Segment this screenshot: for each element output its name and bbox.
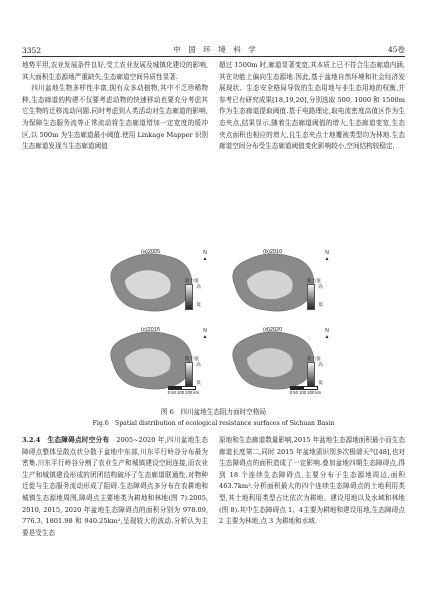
north-arrow-icon: N ▲ [202,328,208,340]
panel-label: (d)2020 [263,327,283,333]
paragraph: 超过 1500m 时,廊道显著变宽,其本质上已不符合生态廊道内涵,其在功能上偏向生态源地.因此,基于盆地自然环境和社会经济发展现状、生态安全格局导致的生态用地与非生态用地的权衡,并参考已有研究成果[18,19,20],分别选取 500, 1000 和 1500m 作为生态廊道提取阈值.基于电路理论,取电流密度高值区作为生态夹点,结果显示,随着生态廊道阈值的增大,生态廊道变宽,生态夹点面积也相应的增大,且生态夹点土地覆被类型均为林地.生态廊道空间分布受生态廊道阈值变化影响较小,空间结构较稳定. [219,61,405,151]
panel-label: (a)2005 [141,249,161,255]
legend-high: 高 [196,284,201,289]
legend-low: 低 [318,302,323,307]
legend-color-bar [185,362,193,388]
legend [185,356,207,388]
legend-high: 高 [318,362,323,367]
legend [307,356,329,388]
legend-title: 阻力值 [185,278,199,283]
paragraph: 原地和生态廊道数量影响,2015 年盆地生态源地面积最小而生态廊道长度第二,同时 2015 年盆地需识别多次极端天气[48],也对生态障碍点的面积造成了一定影响.叠加盆地四期生态障碍点,得到 18 个连续生态障碍点,主要分布于生态源地周边,面积 463.7km².分析面积最大的四个连续生态障碍点的土地利用类型,其土地利用类型占比依次为耕地、建设用地以及水域和林地(图 8).其中生态障碍点 1、4主要为耕地和建设用地,生态障碍点 2 主要为林地,点 3 为耕地和水域. [219,436,405,526]
paragraph: 四川盆地生物多样性丰富,拥有众多动植物,其中不乏珍稀物种,生态廊道的构建不仅要考虑动物的快速移动也要充分考虑其它生物的迁移流动问题.同时考虑到人类活动对生态廊道的影响,为保障生态服务流等正常流动将生态廊道增加一定宽度的缓冲区,以 500m 为生态廊道最小阈值.使用 Linkage Mapper 识别生态廊道发现当生态廊道阈值 [22,84,208,151]
figure-6 [95,246,335,401]
legend-color-bar [307,284,315,310]
top-left-column [22,60,208,153]
map-panel-b [217,246,335,321]
legend-high: 高 [196,362,201,367]
volume-number: 45卷 [387,45,405,54]
map-panel-a [95,246,213,321]
legend-title: 阻力值 [307,356,321,361]
figure-caption-cn: 图 6 四川盆地生态阻力面时空格局 [160,408,267,416]
paragraph: 地势平坦,农业发展条件良好,受工农业发展及城镇化建设的影响,其大面积生态源地严重缺失,生态廊道空间异质性显著. [22,61,208,81]
legend-low: 低 [318,380,323,385]
legend-low: 低 [196,302,201,307]
map-panel-d [217,324,335,399]
section-text: 2005~2020 年,四川盆地生态障碍点整体呈散点状分散于盆地中东部,川东平行岭谷分布最为密集.川东平行岭谷分割了农业生产和城镇建设空间连接,而农业生产和城镇建设形成的团团结构破坏了生态廊道联通性,对物种迁徙与生态服务流动形成了阻碍.生态障碍点多分布在农耕地和城镇生态源地周围,障碍点主要地类为耕地和林地(图 7).2005, 2010, 2015, 2020 年盆地生态障碍点的面积分别为 978.09, 776.3, 1801.98 和 940.25km²,呈现较大的波动.分析认为主要是受生态 [22,436,209,537]
legend-low: 低 [196,380,201,385]
page-number: 3352 [22,46,42,55]
panel-label: (c)2015 [141,327,160,333]
top-right-column [219,60,405,153]
scale-bar: 0 50 100 200 km [290,386,321,395]
north-arrow-icon: N ▲ [324,328,330,340]
figure-caption-en: Fig.6 Spatial distribution of ecological resistance surfaces of Sichuan Basin [92,420,335,427]
legend-color-bar [185,284,193,310]
section-number: 3.2.4 [22,436,41,444]
paragraph [22,435,208,539]
bottom-right-column [219,435,405,528]
legend-color-bar [307,362,315,388]
header-rule [22,56,405,57]
legend-title: 阻力值 [185,356,199,361]
legend-high: 高 [318,284,323,289]
bottom-left-column [22,435,208,539]
north-arrow-icon: N ▲ [202,250,208,262]
scale-bar: 0 50 100 200 km [168,386,199,395]
section-title: 生态障碍点时空分布 [47,436,110,444]
map-panel-c [95,324,213,399]
legend-title: 阻力值 [307,278,321,283]
legend [185,278,207,310]
north-arrow-icon: N ▲ [324,250,330,262]
journal-title: 中 国 环 境 科 学 [173,45,256,54]
panel-label: (b)2010 [263,249,283,255]
legend [307,278,329,310]
page-header [22,41,405,55]
